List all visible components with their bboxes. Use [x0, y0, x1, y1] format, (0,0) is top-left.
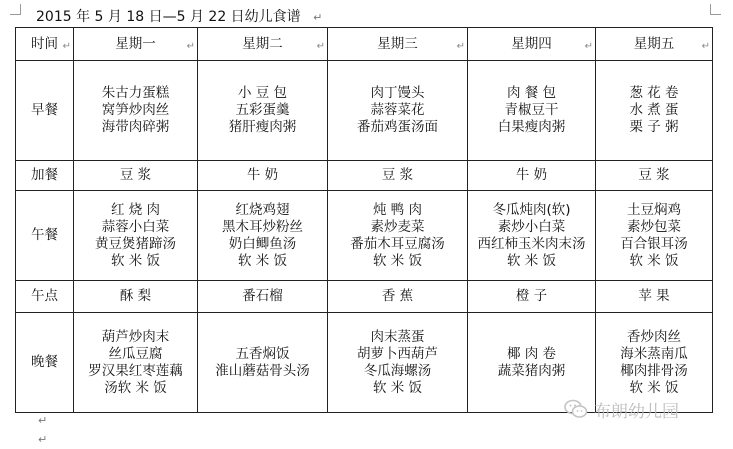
dish-list — [596, 202, 712, 270]
header-cell-tue — [198, 28, 328, 61]
paragraph-mark: ↵ — [313, 11, 323, 24]
cell-mark: ↵ — [316, 41, 325, 52]
dish-item: 栗 子 粥 — [629, 119, 679, 135]
watermark — [564, 395, 714, 423]
menu-cell-mon — [74, 281, 198, 313]
dish-item: 素炒小白菜 — [497, 218, 566, 235]
dish-item: 软 米 饭 — [372, 252, 423, 269]
dish-list — [328, 329, 467, 397]
dish-item: 青椒豆干 — [504, 102, 559, 118]
dish-item: 番茄木耳豆腐汤 — [350, 235, 445, 252]
meal-row-afternoon-snack — [16, 281, 713, 313]
dish-list — [74, 288, 197, 305]
header-label: 星期一 — [115, 35, 156, 52]
dish-item: 红烧鸡翅 — [235, 201, 290, 218]
dish-item: 软 米 饭 — [629, 379, 679, 396]
header-cell-thu — [468, 28, 596, 61]
dish-item: 黑木耳炒粉丝 — [222, 218, 303, 235]
header-label: 星期四 — [511, 35, 552, 52]
dish-item: 葫芦炒肉末 — [101, 328, 170, 345]
menu-cell-mon — [74, 161, 198, 191]
dish-item: 水 煮 蛋 — [629, 102, 679, 118]
dish-item: 素炒包菜 — [627, 218, 681, 235]
cell-mark: ↵ — [456, 41, 465, 52]
dish-list — [468, 167, 595, 184]
dish-list — [198, 288, 327, 305]
menu-cell-wed — [328, 313, 468, 413]
dish-item: 牛 奶 — [246, 167, 279, 183]
meal-row-breakfast — [16, 61, 713, 161]
dish-item: 牛 奶 — [515, 167, 548, 183]
menu-cell-tue — [198, 61, 328, 161]
dish-item: 淮山蘑菇骨头汤 — [215, 362, 310, 379]
page-corner-mark-top-right — [710, 4, 721, 15]
dish-list — [596, 85, 712, 136]
header-label: 星期二 — [242, 35, 283, 52]
dish-item: 香 蕉 — [381, 288, 414, 304]
dish-item: 葱 花 卷 — [629, 85, 679, 101]
dish-item: 橙 子 — [515, 288, 548, 304]
dish-list — [596, 167, 712, 184]
dish-list — [74, 167, 197, 184]
dish-list — [74, 329, 197, 397]
dish-list — [328, 85, 467, 136]
menu-cell-wed — [328, 61, 468, 161]
dish-list — [198, 167, 327, 184]
dish-item: 炖 鸭 肉 — [372, 201, 423, 218]
dish-list — [74, 202, 197, 270]
menu-table — [15, 27, 713, 413]
dish-item: 黄豆煲猪蹄汤 — [95, 235, 176, 252]
menu-cell-fri — [596, 281, 713, 313]
dish-item: 冬瓜海螺汤 — [363, 362, 432, 379]
dish-item: 肉丁馒头 — [370, 85, 425, 101]
paragraph-mark: ↵ — [38, 433, 48, 446]
meal-label-cell — [16, 281, 74, 313]
page-corner-mark-top-left — [10, 4, 21, 15]
dish-item: 蒜蓉小白菜 — [101, 218, 170, 235]
dish-item: 猪肝瘦肉粥 — [228, 119, 297, 135]
menu-cell-wed — [328, 191, 468, 281]
header-row — [16, 28, 713, 61]
dish-item: 白果瘦肉粥 — [497, 119, 566, 135]
menu-cell-mon — [74, 313, 198, 413]
menu-cell-tue — [198, 313, 328, 413]
dish-item: 苹 果 — [638, 288, 670, 304]
meal-label-cell — [16, 191, 74, 281]
dish-list — [328, 288, 467, 305]
meal-label: 早餐 — [31, 102, 58, 118]
dish-list — [468, 346, 595, 380]
dish-item: 红 烧 肉 — [110, 201, 161, 218]
meal-label-cell — [16, 61, 74, 161]
dish-item: 百合银耳汤 — [620, 235, 688, 252]
meal-row-lunch — [16, 191, 713, 281]
menu-cell-thu — [468, 191, 596, 281]
dish-item: 五彩蛋羹 — [235, 102, 290, 118]
dish-item: 豆 浆 — [638, 167, 670, 183]
dish-list — [468, 85, 595, 136]
menu-cell-thu — [468, 61, 596, 161]
menu-cell-fri — [596, 61, 713, 161]
meal-label: 午点 — [31, 288, 58, 304]
menu-cell-wed — [328, 281, 468, 313]
menu-cell-mon — [74, 61, 198, 161]
dish-list — [596, 288, 712, 305]
dish-list — [198, 202, 327, 270]
header-cell-fri — [596, 28, 713, 61]
dish-item: 软 米 饭 — [110, 252, 161, 269]
dish-list — [74, 85, 197, 136]
dish-item: 软 米 饭 — [237, 252, 288, 269]
meal-row-snack — [16, 161, 713, 191]
menu-cell-tue — [198, 191, 328, 281]
dish-item: 罗汉果红枣莲藕 — [88, 362, 183, 379]
dish-list — [198, 346, 327, 380]
meal-label: 午餐 — [31, 227, 58, 243]
dish-item: 素炒麦菜 — [370, 218, 425, 235]
dish-item: 奶白鲫鱼汤 — [228, 235, 297, 252]
paragraph-mark: ↵ — [38, 414, 48, 427]
cell-mark: ↵ — [701, 41, 710, 52]
watermark-text: 布朗幼儿园 — [594, 401, 679, 422]
menu-cell-thu — [468, 281, 596, 313]
cell-mark: ↵ — [62, 41, 71, 52]
dish-item: 酥 梨 — [119, 288, 152, 304]
dish-item: 丝瓜豆腐 — [108, 345, 163, 362]
dish-item: 番石榴 — [242, 288, 283, 304]
dish-list — [328, 167, 467, 184]
menu-cell-tue — [198, 161, 328, 191]
dish-item: 胡萝卜西葫芦 — [357, 345, 438, 362]
cell-mark: ↵ — [584, 41, 593, 52]
dish-item: 土豆焖鸡 — [627, 201, 681, 218]
meal-label-cell — [16, 313, 74, 413]
menu-cell-thu — [468, 161, 596, 191]
dish-list — [468, 288, 595, 305]
header-label: 星期五 — [633, 35, 675, 52]
meal-label: 晚餐 — [31, 354, 58, 370]
dish-list — [468, 202, 595, 270]
dish-item: 朱古力蛋糕 — [101, 85, 170, 101]
header-label: 时间 — [31, 35, 58, 52]
dish-item: 五香焖饭 — [235, 345, 290, 362]
dish-item: 软 米 饭 — [372, 379, 423, 396]
meal-label: 加餐 — [31, 167, 58, 183]
dish-item: 蔬菜猪肉粥 — [497, 362, 566, 379]
dish-item: 肉 餐 包 — [506, 85, 557, 101]
header-cell-time — [16, 28, 74, 61]
menu-cell-fri — [596, 161, 713, 191]
menu-cell-wed — [328, 161, 468, 191]
meal-label-cell — [16, 161, 74, 191]
menu-cell-tue — [198, 281, 328, 313]
dish-item: 窝笋炒肉丝 — [101, 102, 170, 118]
dish-item: 豆 浆 — [119, 167, 152, 183]
dish-item: 冬瓜炖肉(软) — [492, 201, 571, 218]
dish-item: 小 豆 包 — [237, 85, 288, 101]
dish-item: 豆 浆 — [381, 167, 414, 183]
dish-list — [198, 85, 327, 136]
dish-item: 海米蒸南瓜 — [620, 345, 688, 362]
document-title — [36, 8, 322, 26]
dish-list — [328, 202, 467, 270]
dish-item: 香炒肉丝 — [627, 328, 681, 345]
dish-item: 肉末蒸蛋 — [370, 328, 425, 345]
title-text: 2015 年 5 月 18 日—5 月 22 日幼儿食谱 — [36, 9, 301, 25]
wechat-icon — [564, 399, 588, 419]
dish-item: 海带肉碎粥 — [101, 119, 170, 135]
dish-item: 蒜蓉菜花 — [370, 102, 425, 118]
header-label: 星期三 — [377, 35, 418, 52]
cell-mark: ↵ — [186, 41, 195, 52]
dish-item: 软 米 饭 — [506, 252, 557, 269]
dish-item: 番茄鸡蛋汤面 — [357, 119, 438, 135]
header-cell-wed — [328, 28, 468, 61]
header-cell-mon — [74, 28, 198, 61]
menu-cell-mon — [74, 191, 198, 281]
dish-item: 软 米 饭 — [629, 252, 679, 269]
dish-item: 椰肉排骨汤 — [620, 362, 688, 379]
dish-item: 椰 肉 卷 — [506, 345, 557, 362]
dish-item: 汤软 米 饭 — [104, 379, 167, 396]
dish-list — [596, 329, 712, 397]
menu-cell-fri — [596, 191, 713, 281]
dish-item: 西红柿玉米肉末汤 — [477, 235, 586, 252]
